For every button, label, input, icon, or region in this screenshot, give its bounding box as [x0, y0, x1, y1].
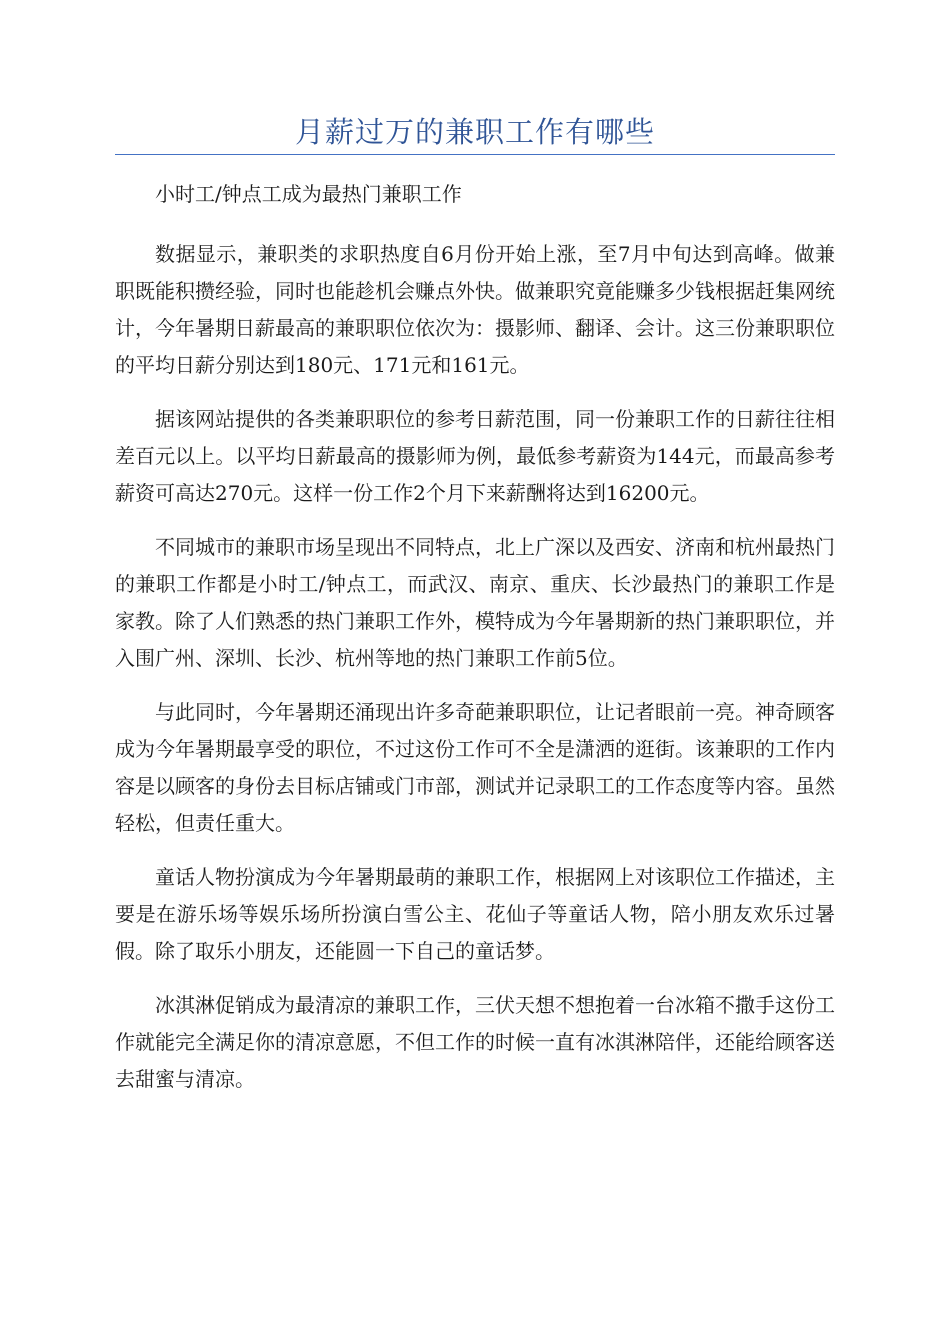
document-body — [115, 176, 835, 1115]
paragraph: 据该网站提供的各类兼职职位的参考日薪范围，同一份兼职工作的日薪往往相差百元以上。以平均日薪最高的摄影师为例，最低参考薪资为144元，而最高参考薪资可高达270元。这样一份工作2个月下来薪酬将达到16200元。 — [115, 407, 835, 505]
paragraph: 童话人物扮演成为今年暑期最萌的兼职工作，根据网上对该职位工作描述，主要是在游乐场等娱乐场所扮演白雪公主、花仙子等童话人物，陪小朋友欢乐过暑假。除了取乐小朋友，还能圆一下自己的童话梦。 — [115, 865, 835, 963]
paragraph: 数据显示，兼职类的求职热度自6月份开始上涨，至7月中旬达到高峰。做兼职既能积攒经验，同时也能趁机会赚点外快。做兼职究竟能赚多少钱根据赶集网统计，今年暑期日薪最高的兼职职位依次为：摄影师、翻译、会计。这三份兼职职位的平均日薪分别达到180元、171元和161元。 — [115, 242, 835, 377]
title-underline — [115, 154, 835, 155]
document-title: 月薪过万的兼职工作有哪些 — [294, 115, 655, 149]
paragraph: 不同城市的兼职市场呈现出不同特点，北上广深以及西安、济南和杭州最热门的兼职工作都是小时工/钟点工，而武汉、南京、重庆、长沙最热门的兼职工作是家教。除了人们熟悉的热门兼职工作外，模特成为今年暑期新的热门兼职职位，并入围广州、深圳、长沙、杭州等地的热门兼职工作前5位。 — [115, 535, 835, 670]
section-subheading: 小时工/钟点工成为最热门兼职工作 — [155, 182, 462, 206]
paragraph: 与此同时，今年暑期还涌现出许多奇葩兼职职位，让记者眼前一亮。神奇顾客成为今年暑期最享受的职位，不过这份工作可不全是潇洒的逛街。该兼职的工作内容是以顾客的身份去目标店铺或门市部，测试并记录职工的工作态度等内容。虽然轻松，但责任重大。 — [115, 700, 835, 835]
paragraph: 冰淇淋促销成为最清凉的兼职工作，三伏天想不想抱着一台冰箱不撒手这份工作就能完全满足你的清凉意愿，不但工作的时候一直有冰淇淋陪伴，还能给顾客送去甜蜜与清凉。 — [115, 993, 835, 1091]
